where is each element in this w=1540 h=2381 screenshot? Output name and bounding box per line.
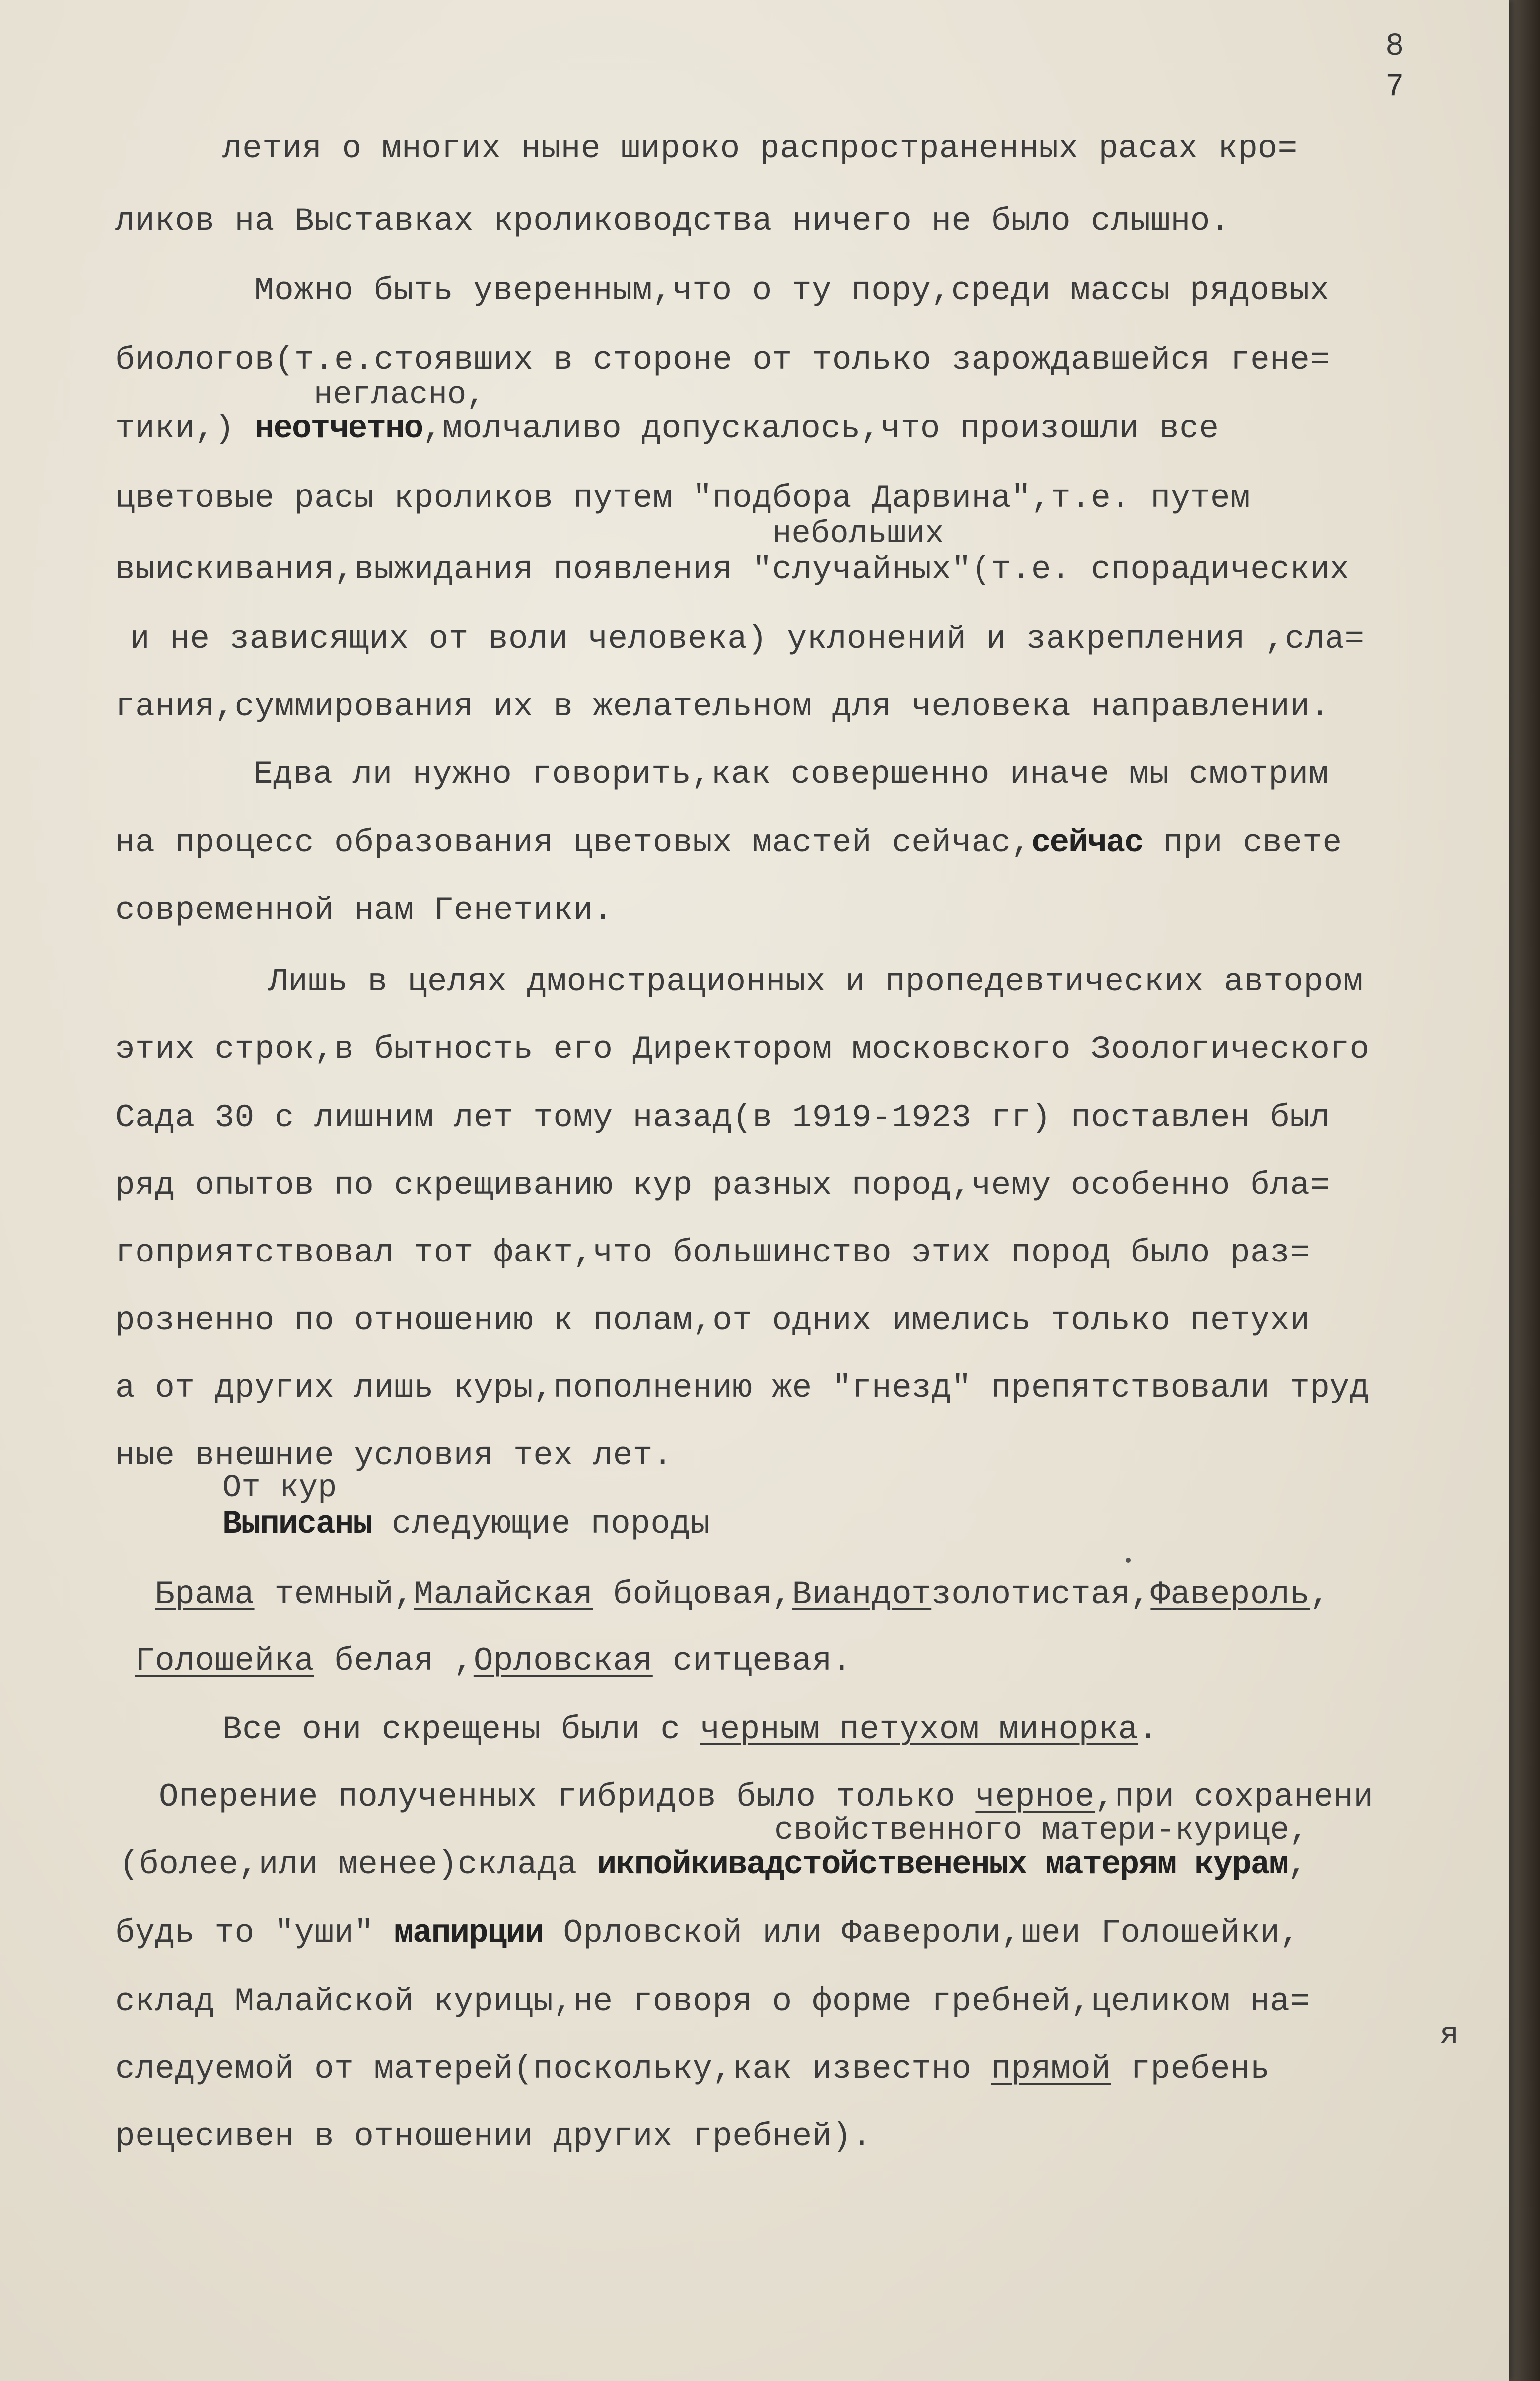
struck-out-word: икпойкивадстойствененых матерям курам [597, 1846, 1288, 1883]
struck-out-word: сейчас [1031, 824, 1143, 861]
text-line [115, 824, 1342, 861]
margin-correction: я [1440, 2018, 1459, 2053]
line-segment: золотистая, [931, 1576, 1151, 1613]
text-line: Лишь в целях дмонстрационных и пропедевтических автором [268, 963, 1363, 1000]
text-line [115, 2050, 1270, 2088]
line-segment: ,молчаливо допускалось,что произошли все [422, 410, 1219, 447]
text-line [115, 410, 1219, 447]
line-segment: ,при сохранени [1095, 1778, 1374, 1816]
text-line: и не зависящих от воли человека) уклонений и закрепления ,сла= [130, 621, 1365, 658]
line-segment: , [1288, 1846, 1308, 1883]
text-line: рецесивен в отношении других гребней). [115, 2118, 872, 2155]
page-number: 7 [1385, 70, 1404, 105]
line-segment: на процесс образования цветовых мастей сейчас, [115, 824, 1031, 861]
line-segment: , [1310, 1576, 1330, 1613]
text-line [222, 1505, 710, 1542]
line-segment: тики,) [115, 410, 255, 447]
corner-number: 8 [1385, 29, 1404, 65]
underlined-word: прямой [991, 2050, 1111, 2088]
line-segment: (более,или менее)склада [119, 1846, 597, 1883]
handwritten-insertion: От кур [222, 1471, 337, 1506]
line-segment: будь то "уши" [115, 1914, 394, 1952]
text-line [135, 1642, 852, 1680]
text-line [222, 1711, 1158, 1748]
text-line: этих строк,в бытность его Директором московского Зоологического [115, 1031, 1370, 1068]
line-segment: следуемой от матерей(поскольку,как известно [115, 2050, 991, 2088]
line-segment: темный, [254, 1576, 414, 1613]
text-line [115, 1914, 1300, 1952]
text-line: Можно быть уверенным,что о ту пору,среди массы рядовых [254, 272, 1330, 309]
text-line [155, 1576, 1330, 1613]
line-segment: бойцовая, [593, 1576, 792, 1613]
text-line: ряд опытов по скрещиванию кур разных пород,чему особенно бла= [115, 1167, 1330, 1204]
underlined-word: Брама [155, 1576, 255, 1613]
handwritten-insertion: небольших [772, 516, 944, 552]
underlined-word: Орловская [473, 1642, 653, 1680]
text-line: летия о многих ныне широко распространенных расах кро= [222, 130, 1298, 167]
underlined-word: Фавероль [1150, 1576, 1310, 1613]
line-segment: следующие породы [371, 1505, 710, 1542]
line-segment: белая , [314, 1642, 474, 1680]
text-line: гания,суммирования их в желательном для человека направлении. [115, 688, 1330, 725]
line-segment: гребень [1111, 2050, 1270, 2088]
line-segment: Оперение полученных гибридов было только [159, 1778, 976, 1816]
text-line: склад Малайской курицы,не говоря о форме гребней,целиком на= [115, 1983, 1310, 2020]
underlined-word: Голошейка [135, 1642, 314, 1680]
text-line [119, 1846, 1308, 1883]
line-segment: при свете [1143, 824, 1342, 861]
struck-out-word: мапирции [394, 1914, 544, 1952]
text-line: а от других лишь куры,пополнению же "гнезд" препятствовали труд [115, 1369, 1370, 1406]
text-line [159, 1778, 1374, 1816]
line-segment: Все они скрещены были с [222, 1711, 700, 1748]
underlined-word: Малайская [414, 1576, 593, 1613]
text-line: ликов на Выставках кролиководства ничего не было слышно. [115, 203, 1230, 240]
text-line: выискивания,выжидания появления "случайных"(т.е. спорадических [115, 551, 1350, 588]
handwritten-insertion: негласно, [314, 377, 486, 413]
text-line: Сада 30 с лишним лет тому назад(в 1919-1923 гг) поставлен был [115, 1099, 1330, 1136]
line-segment: Орловской или Фавероли,шеи Голошейки, [543, 1914, 1300, 1952]
underlined-word: Виандот [792, 1576, 932, 1613]
text-line: ные внешние условия тех лет. [115, 1437, 673, 1474]
text-line: розненно по отношению к полам,от одних имелись только петухи [115, 1302, 1310, 1339]
underlined-word: черное [975, 1778, 1095, 1816]
handwritten-insertion: свойственного матери-курице, [774, 1813, 1309, 1849]
text-line: цветовые расы кроликов путем "подбора Дарвина",т.е. путем [115, 480, 1251, 517]
text-line: современной нам Генетики. [115, 892, 613, 929]
ink-dot [1126, 1558, 1131, 1563]
line-segment: . [1138, 1711, 1159, 1748]
struck-out-word: Выписаны [222, 1505, 372, 1542]
struck-out-word: неотчетно [254, 410, 423, 447]
line-segment: ситцевая. [652, 1642, 852, 1680]
text-line: Едва ли нужно говорить,как совершенно иначе мы смотрим [253, 756, 1329, 793]
text-line: гоприятствовал тот факт,что большинство этих пород было раз= [115, 1234, 1310, 1271]
underlined-word: черным петухом минорка [700, 1711, 1138, 1748]
text-line: биологов(т.е.стоявших в стороне от только зарождавшейся гене= [115, 342, 1330, 379]
